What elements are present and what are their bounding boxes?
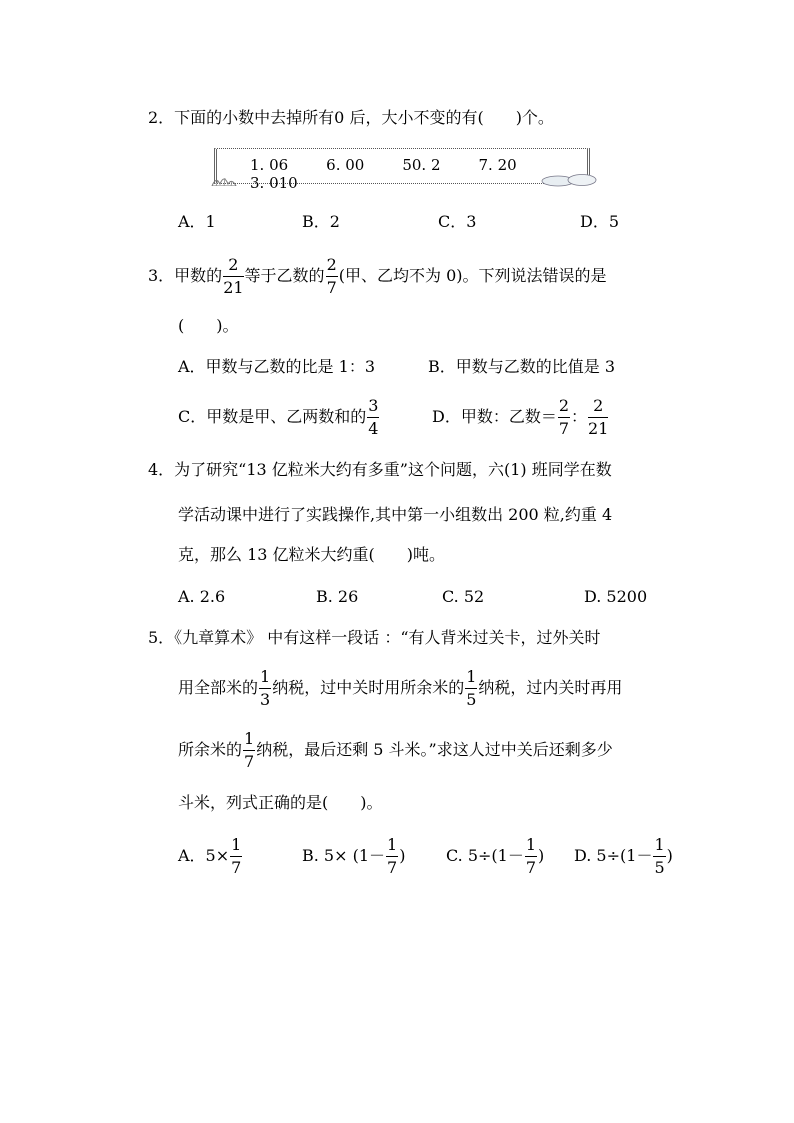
q5-line4: 斗米，列式正确的是( )。 — [178, 793, 383, 812]
q4-option-c[interactable]: C. 52 — [442, 587, 485, 606]
q4-line3: 克，那么 13 亿粒米大约重( )吨。 — [178, 545, 446, 564]
q2-number-box — [210, 148, 590, 192]
fraction: $\frac{2}{7}$ — [326, 255, 337, 297]
fraction: $\frac{1}{7}$ — [387, 835, 398, 877]
q5-option-c[interactable]: C. 5÷(1－ $\frac{1}{7}$ ) — [446, 835, 545, 877]
q5-line2: 用全部米的 $\frac{1}{3}$ 纳税，过中关时用所余米的 $\frac{1}{5}$ 纳税，过内关时再用 — [178, 667, 623, 709]
q2-option-a[interactable]: A．1 — [178, 212, 216, 231]
q3-stem-part3: (甲、乙均不为 0)。下列说法错误的是 — [338, 266, 607, 285]
fraction: $\frac{3}{4}$ — [368, 396, 379, 438]
q3-stem-part2: 等于乙数的 — [244, 266, 325, 285]
fraction: $\frac{1}{5}$ — [466, 667, 477, 709]
fraction: $\frac{2}{7}$ — [558, 396, 570, 438]
q5-option-a[interactable]: A．5× $\frac{1}{7}$ — [178, 835, 242, 877]
q5-option-d[interactable]: D. 5÷(1－ $\frac{1}{5}$ ) — [574, 835, 673, 877]
number-item: 1. 06 — [250, 156, 289, 174]
q4-line2: 学活动课中进行了实践操作,其中第一小组数出 200 粒,约重 4 — [178, 505, 613, 524]
fraction: $\frac{1}{7}$ — [231, 835, 242, 877]
number-list — [250, 156, 590, 192]
q5-line3: 所余米的 $\frac{1}{7}$ 纳税，最后还剩 5 斗米。”求这人过中关后还剩多少 — [178, 729, 613, 771]
q5-option-b[interactable]: B. 5× (1－ $\frac{1}{7}$ ) — [302, 835, 406, 877]
q3-stem-part1: 3．甲数的 — [148, 266, 223, 285]
q4-option-d[interactable]: D. 5200 — [584, 587, 648, 606]
fraction: $\frac{2}{21}$ — [223, 255, 244, 297]
q2-option-d[interactable]: D．5 — [580, 212, 620, 231]
q3-option-b[interactable]: B．甲数与乙数的比值是 3 — [428, 357, 616, 376]
grass-decoration-icon — [210, 170, 240, 186]
q3-stem — [148, 256, 607, 296]
fraction: $\frac{1}{5}$ — [654, 835, 665, 877]
fraction: $\frac{1}{7}$ — [244, 729, 255, 771]
q2-stem: 2．下面的小数中去掉所有0 后，大小不变的有( )个。 — [148, 108, 554, 127]
number-item: 3. 010 — [250, 174, 298, 192]
q4-option-b[interactable]: B. 26 — [316, 587, 359, 606]
q4-option-a[interactable]: A. 2.6 — [178, 587, 226, 606]
number-item: 7. 20 — [478, 156, 517, 174]
q2-option-b[interactable]: B．2 — [302, 212, 340, 231]
q4-line1: 4．为了研究“13 亿粒米大约有多重”这个问题，六(1) 班同学在数 — [148, 460, 612, 479]
q5-line1: 5．《九章算术》 中有这样一段话 ：“有人背米过关卡，过外关时 — [148, 628, 601, 647]
number-item: 50. 2 — [402, 156, 441, 174]
q3-option-c[interactable]: C．甲数是甲、乙两数和的 $\frac{3}{4}$ — [178, 396, 379, 438]
fraction: $\frac{1}{3}$ — [260, 667, 271, 709]
q3-stem-line2: ( )。 — [178, 316, 239, 335]
number-item: 6. 00 — [326, 156, 365, 174]
fraction: $\frac{1}{7}$ — [525, 835, 537, 877]
q2-option-c[interactable]: C．3 — [438, 212, 477, 231]
q3-option-a[interactable]: A．甲数与乙数的比是 1：3 — [178, 357, 376, 376]
q3-option-d[interactable]: D．甲数：乙数＝ $\frac{2}{7}$ ： $\frac{2}{21}$ — [432, 396, 609, 438]
fraction: $\frac{2}{21}$ — [588, 396, 609, 438]
